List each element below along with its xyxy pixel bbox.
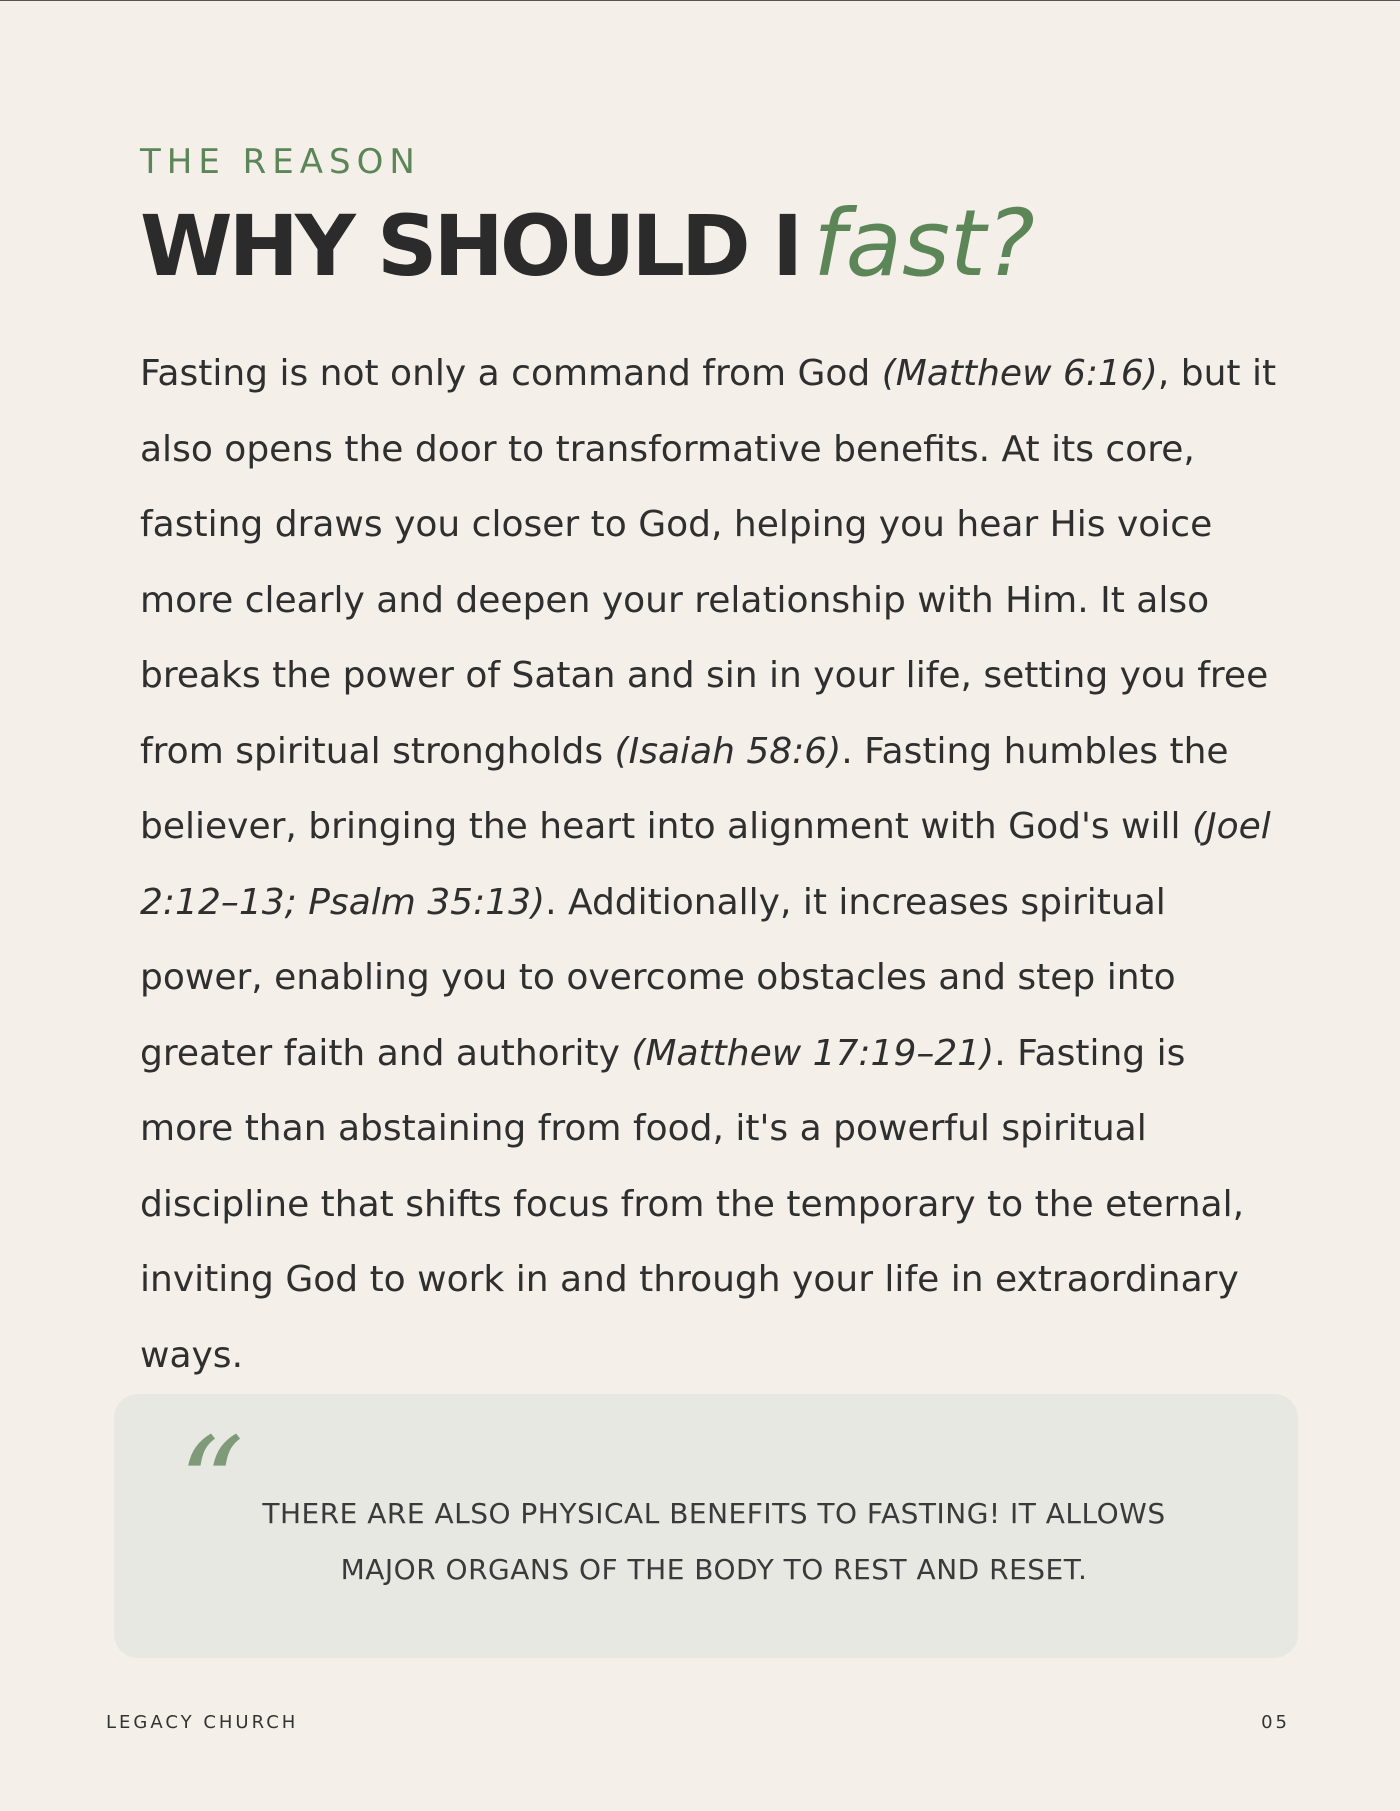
body-text-segment: . Fasting is more than abstaining from food, it's a powerful spiritual discipline that shifts focus from the temporary to the eternal, inviting God to work in and through your life in extraordinary ways. [140,1032,1245,1376]
quote-mark-icon: “ [178,1409,245,1561]
body-text-segment: . Fasting humbles the believer, bringing the heart into alignment with God's will [140,730,1229,847]
scripture-reference: (Matthew 17:19–21) [631,1032,995,1074]
scripture-reference: (Isaiah 58:6) [614,730,842,772]
body-text-segment: , but it also opens the door to transformative benefits. At its core, fasting draws you closer to God, helping you hear His voice more clearly and deepen your relationship with Him. It also breaks the power of Satan and sin in your life, setting you free from spiritual strongholds [140,353,1277,772]
title-accent-text: fast? [813,190,1035,297]
section-eyebrow: THE REASON [140,142,421,182]
footer-church-name: LEGACY CHURCH [106,1712,299,1733]
body-paragraph [140,336,1280,1393]
page-title [140,190,1290,314]
top-border-line [0,0,1400,1]
quote-callout-box [114,1394,1298,1658]
footer-page-number: 05 [1261,1712,1290,1733]
scripture-reference: (Joel 2:12–13; Psalm 35:13) [140,806,1271,923]
body-text-segment: . Additionally, it increases spiritual power, enabling you to overcome obstacles and step into greater faith and authority [140,881,1176,1074]
title-bold-text: WHY SHOULD I [140,197,800,295]
content-section [140,138,1290,1393]
callout-text: THERE ARE ALSO PHYSICAL BENEFITS TO FASTING! IT ALLOWS MAJOR ORGANS OF THE BODY TO REST AND RESET. [262,1497,1166,1586]
scripture-reference: (Matthew 6:16) [881,353,1158,394]
body-text-segment: Fasting is not only a command from God [140,353,882,394]
